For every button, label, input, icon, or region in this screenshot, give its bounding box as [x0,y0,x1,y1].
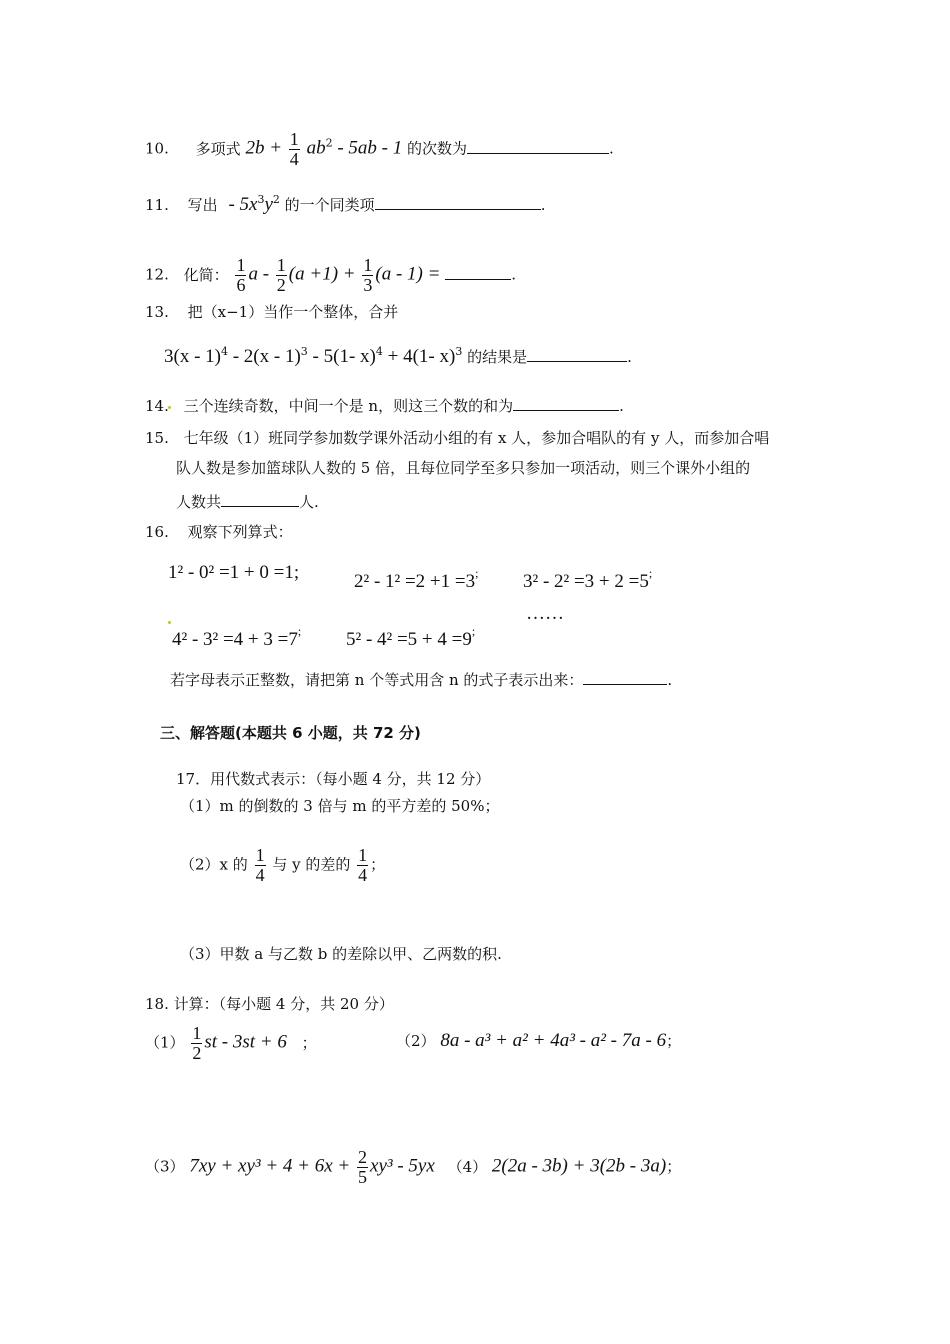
ellipsis: …… [526,603,564,624]
semicolon: ; [471,624,476,638]
part-text: （2）x 的 [180,855,248,874]
question-suffix: 的一个同类项 [284,196,375,214]
question-11 [145,190,545,215]
expression-part: 3(x - 1) [164,346,221,367]
expression-part: a - [248,263,270,285]
fraction [191,1024,202,1063]
expression-part: - 5ab - 1 [332,137,403,159]
equation-5 [346,621,475,650]
exponent: 3 [257,193,265,206]
expression-part: (a +1) + [288,263,356,285]
answer-blank[interactable] [513,394,619,411]
fraction-numerator: 1 [192,1023,202,1043]
expression-part: - 5x [228,194,258,215]
expression-part: 2b + [245,137,283,159]
question-18-part-2 [396,1031,681,1051]
fraction-numerator: 1 [236,255,246,275]
fraction-numerator: 1 [289,129,299,149]
question-text: 三个连续奇数，中间一个是 n，则这三个数的和为 [183,397,514,415]
question-17-part-3: （3）甲数 a 与乙数 b 的差除以甲、乙两数的积. [180,945,502,963]
part-label: （3） [145,1157,185,1176]
fraction-numerator: 2 [358,1147,368,1167]
semicolon: ； [666,1157,682,1176]
expression: 7xy + xy³ + 4 + 6x + [189,1155,351,1177]
question-number: 11. [145,196,169,214]
expression: 8a - a³ + a² + 4a³ - a² - 7a - 6 [440,1030,667,1051]
question-number: 13. [145,303,169,321]
question-17-head: 17．用代数式表示：（每小题 4 分，共 12 分） [176,770,491,788]
semicolon: ； [301,1033,317,1052]
expression-part: - 2(x - 1) [227,346,301,367]
question-suffix: 的次数为 [407,139,468,158]
question-prefix: 化简： [183,265,229,284]
fraction [289,130,300,169]
expression-part: (a - 1) = [375,263,441,285]
question-prefix: 多项式 [195,139,241,158]
equation-1: 1² - 0² =1 + 0 =1; [168,562,300,583]
fraction [357,1148,368,1187]
fraction-denominator: 4 [358,865,368,885]
fraction [276,256,287,295]
question-16-ask [170,668,672,690]
fraction-numerator: 1 [358,845,368,865]
question-15-line2 [176,458,750,478]
question-15 [145,428,769,448]
question-13 [145,302,398,322]
question-prefix: 写出 [187,196,218,214]
expression-part: ab [306,137,326,159]
period: . [511,265,516,284]
semicolon: ； [666,1032,682,1050]
equation-text: 2² - 1² =2 +1 =3 [354,571,476,592]
fraction-denominator: 5 [358,1167,368,1187]
question-18-part-3 [145,1148,681,1187]
expression: xy³ - 5yx [370,1155,435,1177]
exponent: 4 [220,345,228,358]
answer-blank[interactable] [375,193,541,210]
part-label: （4） [447,1157,488,1176]
equation-text: 5² - 4² =5 + 4 =9 [346,629,472,650]
question-line: 队人数是参加篮球队人数的 5 倍，且每位同学至多只参加一项活动，则三个课外小组的 [176,459,751,477]
part-label: （2） [396,1032,436,1050]
fraction [362,256,373,295]
answer-blank[interactable] [221,490,299,507]
question-suffix: 的结果是 [467,348,528,366]
period: . [619,397,624,415]
fraction-denominator: 2 [192,1043,202,1063]
fraction-denominator: 4 [289,149,299,169]
fraction-numerator: 1 [255,845,265,865]
equation-3 [523,563,652,592]
question-13-expression [164,342,632,367]
fraction-denominator: 4 [255,865,265,885]
answer-blank[interactable] [583,668,667,685]
part-label: （1） [145,1033,185,1052]
question-line: 七年级（1）班同学参加数学课外活动小组的有 x 人，参加合唱队的有 y 人，而参加合唱 [183,429,770,447]
question-number: 16. [145,523,169,541]
exponent: 3 [300,345,308,358]
expression-part: y [264,194,273,215]
answer-blank[interactable] [467,137,609,154]
expression-part: + 4(1- x) [382,346,456,367]
fraction [235,256,246,295]
expression: 2(2a - 3b) + 3(2b - 3a) [491,1155,667,1177]
period: . [667,671,673,689]
question-text: 若字母表示正整数，请把第 n 个等式用含 n 的式子表示出来： [170,671,584,689]
section-title: 三、解答题(本题共 6 小题，共 72 分) [160,724,421,742]
fraction-numerator: 1 [276,255,286,275]
question-10 [145,130,614,169]
equation-text: 4² - 3² =4 + 3 =7 [172,629,298,650]
exponent: 4 [375,345,383,358]
question-line: 人数共 [176,493,222,511]
question-line: 人. [299,493,319,511]
question-text: 观察下列算式： [187,523,293,541]
semicolon: ; [297,624,302,638]
equation-4 [172,621,301,650]
period: . [627,348,632,366]
exponent: 3 [455,345,463,358]
fraction-denominator: 2 [276,275,286,295]
expression: st - 3st + 6 [204,1031,287,1053]
equation-2 [354,563,478,592]
semicolon: ; [475,566,479,580]
expression-part: - 5(1- x) [307,346,376,367]
answer-blank[interactable] [445,263,511,280]
question-17-part-1: （1）m 的倒数的 3 倍与 m 的平方差的 50%； [180,797,500,815]
part-text: 与 y 的差的 [272,855,351,874]
question-14 [145,394,624,416]
question-12 [145,256,516,295]
period: . [540,196,546,214]
margin-dot [168,621,171,624]
equation-text: 3² - 2² =3 + 2 =5 [523,571,649,592]
question-18-part-1 [145,1024,317,1063]
answer-blank[interactable] [527,345,627,362]
question-number: 10. [145,139,169,158]
fraction [357,846,368,885]
question-15-line3 [176,490,319,512]
semicolon: ; [648,566,653,580]
question-number: 15. [145,429,169,447]
fraction-denominator: 6 [236,275,246,295]
exponent: 2 [325,136,333,150]
period: . [609,139,614,158]
fraction-denominator: 3 [363,275,373,295]
question-number: 14. [145,397,169,415]
part-text: ； [370,855,386,874]
question-17-part-2 [180,846,385,885]
question-16 [145,522,293,542]
fraction-numerator: 1 [363,255,373,275]
fraction [255,846,266,885]
exponent: 2 [272,193,280,206]
question-text: 把（x−1）当作一个整体，合并 [187,303,399,321]
question-number: 12. [145,265,169,284]
question-18-head: 18. 计算：（每小题 4 分，共 20 分） [145,995,394,1013]
